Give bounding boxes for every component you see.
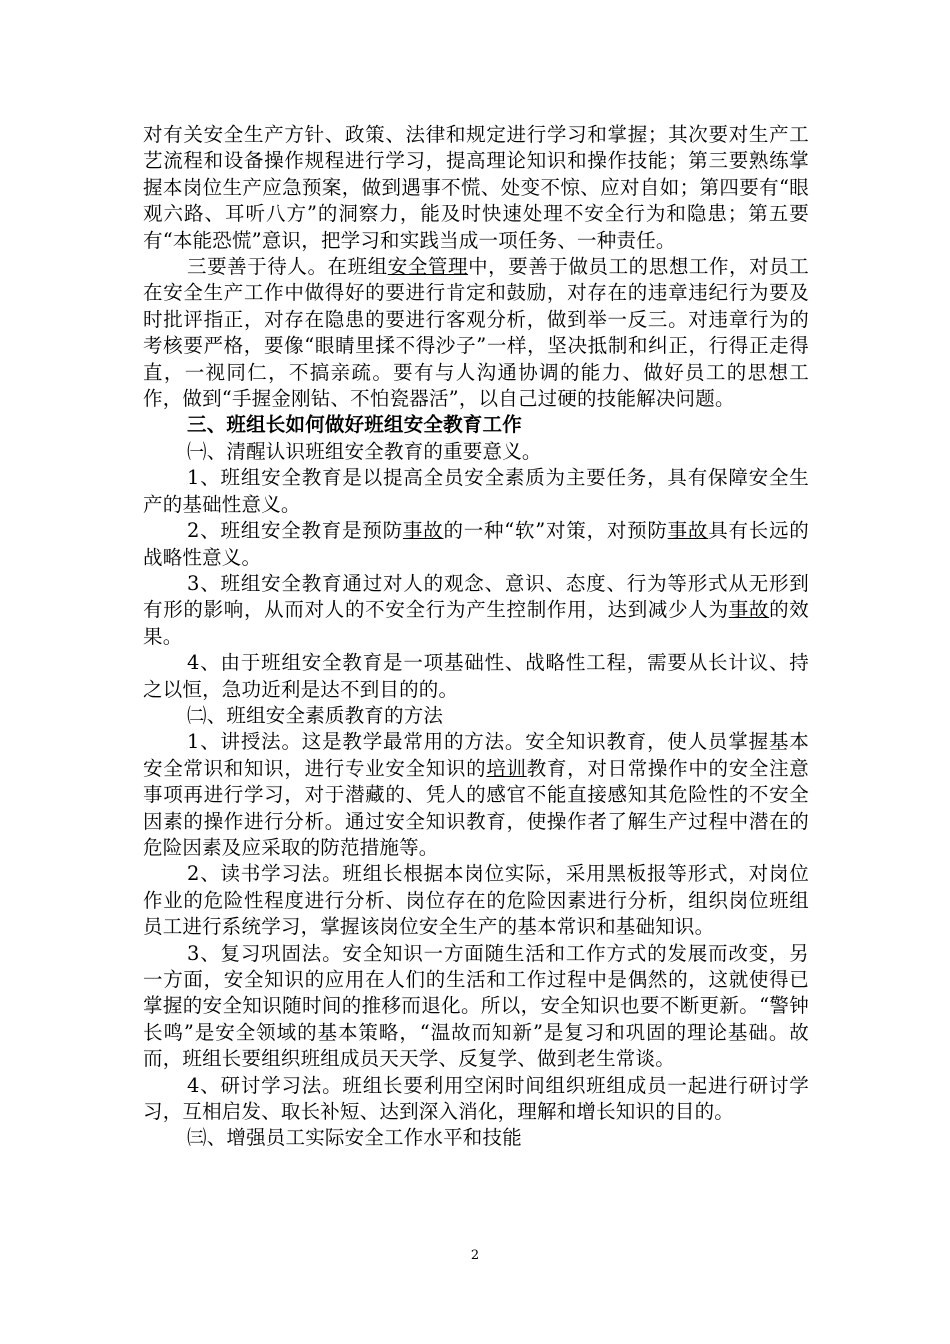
list-item: 2、读书学习法。班组长根据本岗位实际，采用黑板报等形式，对岗位作业的危险性程度进行分析、岗位存在的危险因素进行分析，组织岗位班组员工进行系统学习，掌握该岗位安全生产的基本常识和基础知识。 [143,862,809,939]
document-body [143,122,809,1152]
underlined-term[interactable]: 事故 [402,519,444,543]
underlined-term[interactable]: 培训 [486,756,527,780]
subsection-heading-1: ㈠、清醒认识班组安全教育的重要意义。 [187,439,542,463]
underlined-term[interactable]: 事故 [667,519,709,543]
subsection-heading-2: ㈡、班组安全素质教育的方法 [187,703,444,727]
paragraph-treat-people: 三要善于待人。在班组安全管理中，要善于做员工的思想工作，对员工在安全生产工作中做得好的要进行肯定和鼓励，对存在的违章违纪行为要及时批评指正，对存在隐患的要进行客观分析，做到举一反三。对违章行为的考核要严格，要像“眼睛里揉不得沙子”一样，坚决抵制和纠正，行得正走得直，一视同仁，不搞亲疏。要有与人沟通协调的能力、做好员工的思想工作，做到“手握金刚钻、不怕瓷器活”，以自己过硬的技能解决问题。 [143,255,809,411]
page-number: 2 [470,1248,480,1263]
list-item: 4、研讨学习法。班组长要利用空闲时间组织班组成员一起进行研讨学习，互相启发、取长补短、达到深入消化，理解和增长知识的目的。 [143,1073,809,1124]
underlined-term[interactable]: 安全管理 [387,255,469,279]
list-item: 3、复习巩固法。安全知识一方面随生活和工作方式的发展而改变，另一方面，安全知识的应用在人们的生活和工作过程中是偶然的，这就使得已掌握的安全知识随时间的推移而退化。所以，安全知识也要不断更新。“警钟长鸣”是安全领域的基本策略，“温故而知新”是复习和巩固的理论基础。故而，班组长要组织班组成员天天学、反复学、做到老生常谈。 [143,941,809,1071]
underlined-term[interactable]: 事故 [728,598,770,622]
list-item: 2、班组安全教育是预防事故的一种“软”对策，对预防事故具有长远的战略性意义。 [143,519,809,569]
list-item: 1、班组安全教育是以提高全员安全素质为主要任务，具有保障安全生产的基础性意义。 [143,466,809,516]
list-item: 1、讲授法。这是教学最常用的方法。安全知识教育，使人员掌握基本安全常识和知识，进行专业安全知识的培训教育，对日常操作中的安全注意事项再进行学习，对于潜藏的、凭人的感官不能直接感知其危险性的不安全因素的操作进行分析。通过安全知识教育，使操作者了解生产过程中潜在的危险因素及应采取的防范措施等。 [143,730,809,859]
list-item: 3、班组安全教育通过对人的观念、意识、态度、行为等形式从无形到有形的影响，从而对人的不安全行为产生控制作用，达到减少人为事故的效果。 [143,571,809,648]
paragraph-study-requirements: 对有关安全生产方针、政策、法律和规定进行学习和掌握；其次要对生产工艺流程和设备操作规程进行学习，提高理论知识和操作技能；第三要熟练掌握本岗位生产应急预案，做到遇事不慌、处变不惊、应对自如；第四要有“眼观六路、耳听八方”的洞察力，能及时快速处理不安全行为和隐患；第五要有“本能恐慌”意识，把学习和实践当成一项任务、一种责任。 [143,123,809,252]
subsection-heading-3: ㈢、增强员工实际安全工作水平和技能 [187,1126,522,1150]
list-item: 4、由于班组安全教育是一项基础性、战略性工程，需要从长计议、持之以恒，急功近利是达不到目的的。 [143,651,809,701]
section-heading: 三、班组长如何做好班组安全教育工作 [187,413,522,437]
